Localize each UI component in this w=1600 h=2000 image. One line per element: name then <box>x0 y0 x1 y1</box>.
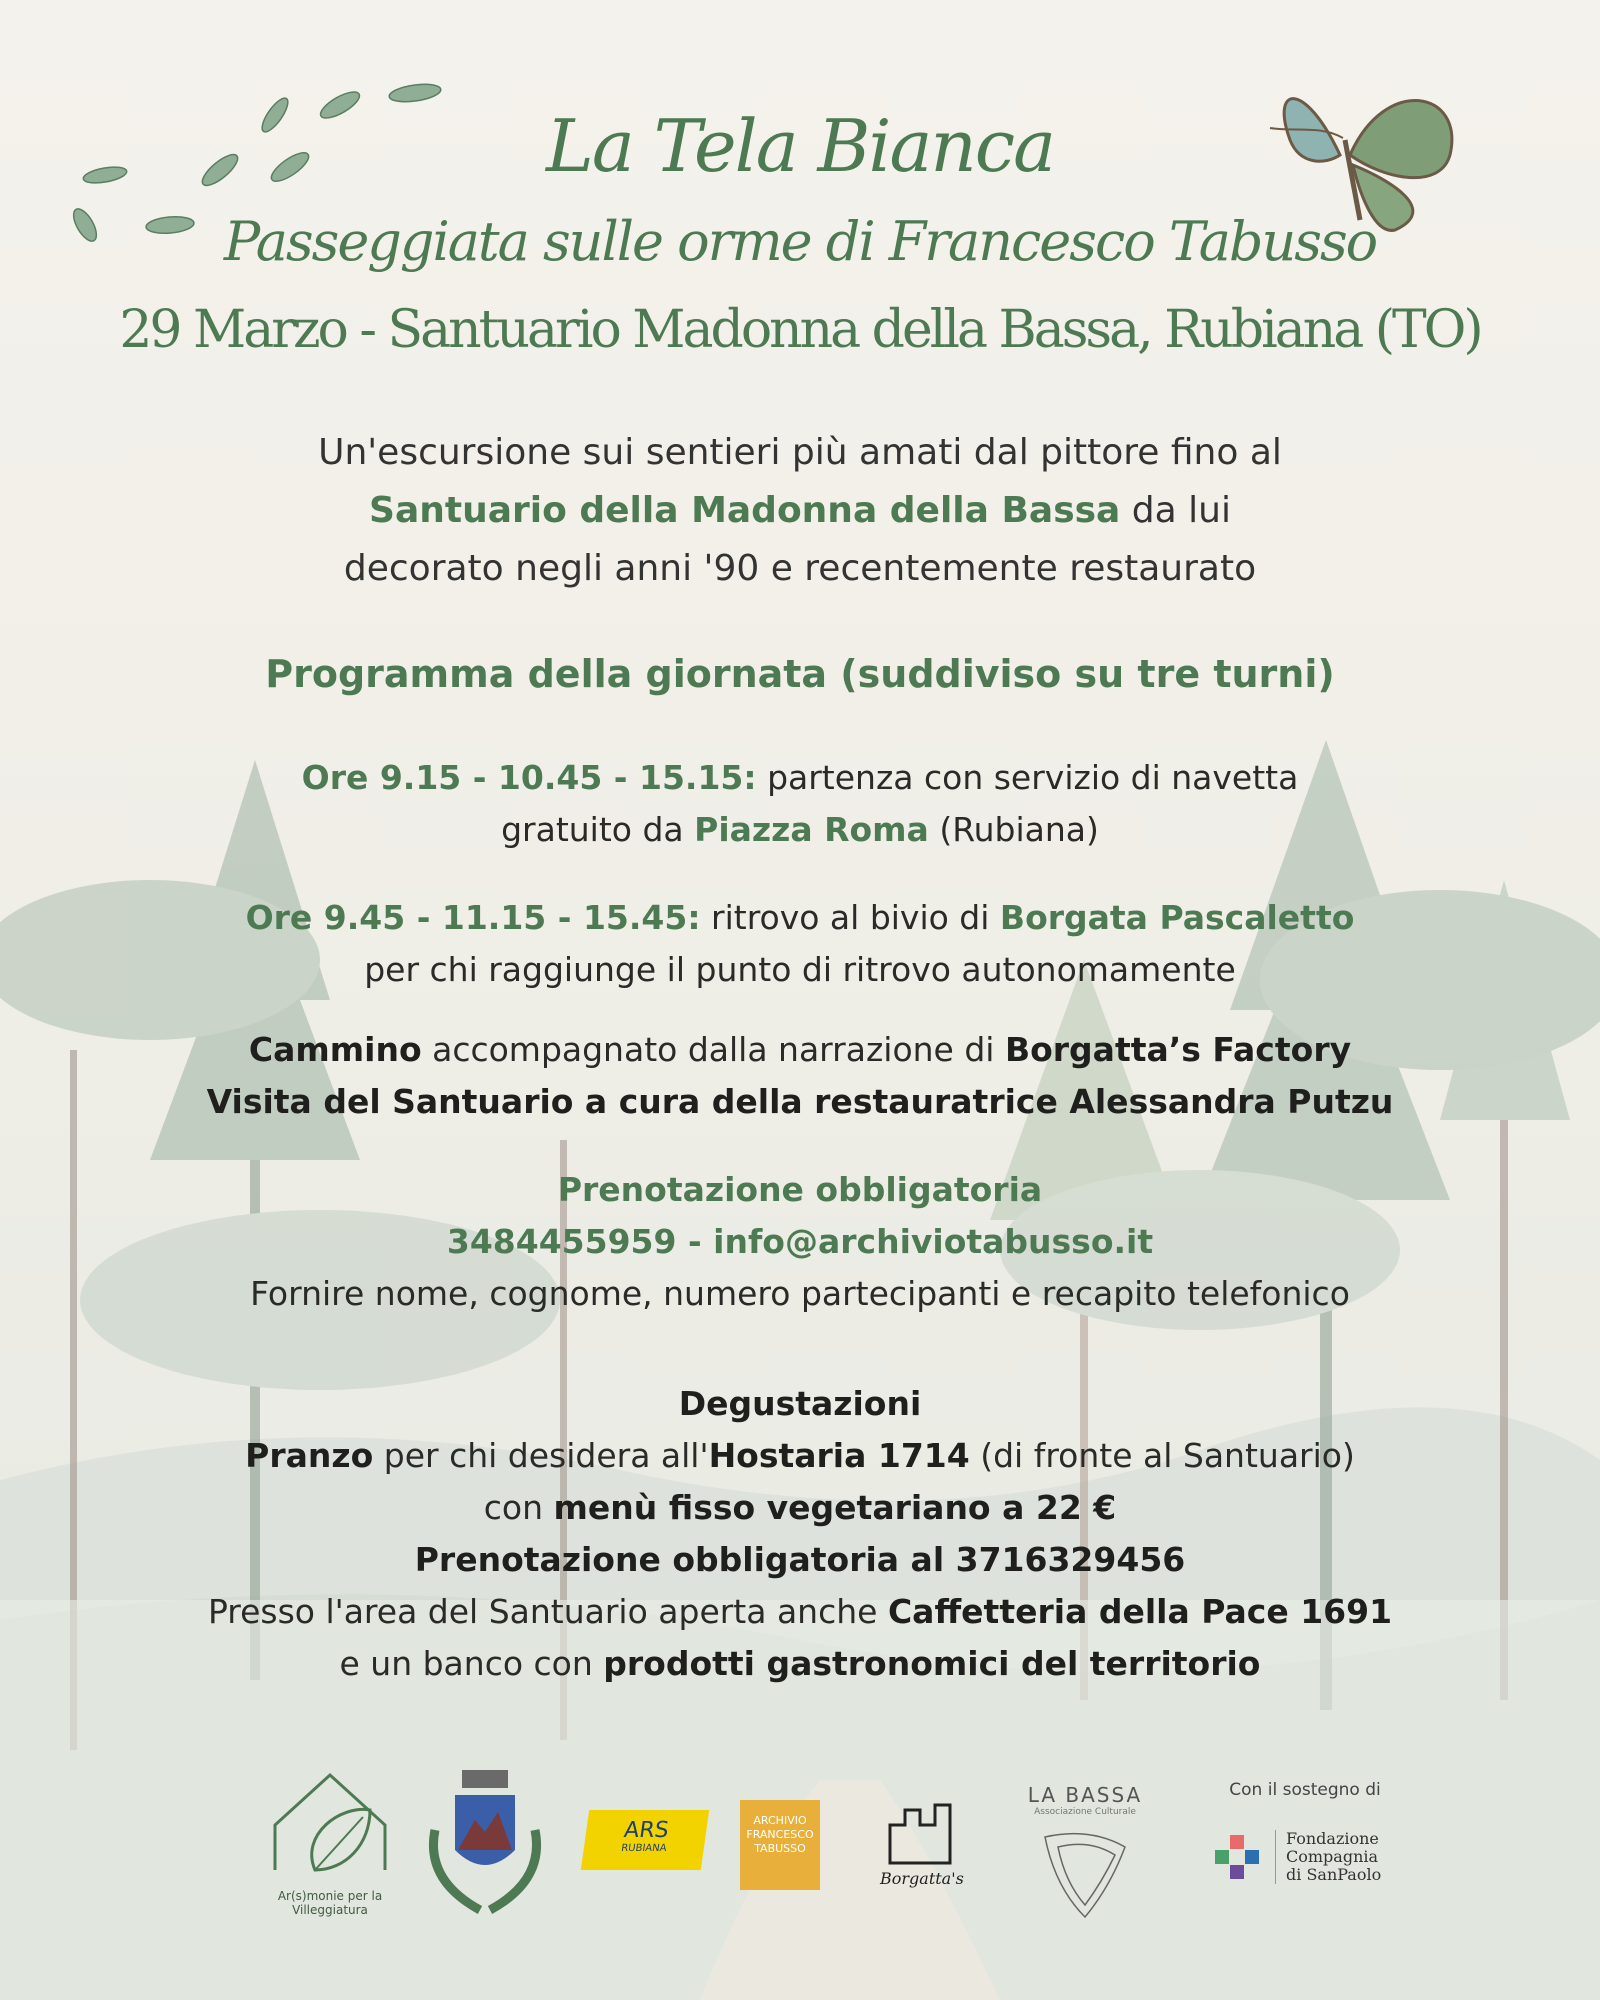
ars-title: ARS <box>622 1818 671 1843</box>
departure-place: Piazza Roma <box>694 810 929 849</box>
tasting-heading: Degustazioni <box>678 1384 922 1423</box>
cafe-pre: Presso l'area del Santuario aperta anche <box>207 1592 888 1631</box>
sanctuary-highlight: Santuario della Madonna della Bassa <box>369 490 1121 531</box>
archivio-line1: ARCHIVIO <box>753 1814 807 1827</box>
fondazione-line2: Compagnia <box>1286 1847 1379 1866</box>
meeting-line2: per chi raggiunge il punto di ritrovo autonomamente <box>364 950 1236 989</box>
page-subtitle: Passeggiata sulle orme di Francesco Tabusso <box>223 210 1377 273</box>
page-title: La Tela Bianca <box>546 104 1054 188</box>
fondazione-logo <box>1205 1780 1405 1884</box>
booking-contacts[interactable]: 3484455959 - info@archiviotabusso.it <box>446 1222 1154 1261</box>
intro-text <box>0 424 1600 598</box>
fondazione-line1: Fondazione <box>1286 1829 1379 1848</box>
tasting-booking: Prenotazione obbligatoria al 3716329456 <box>414 1540 1186 1579</box>
walk-bold: Cammino <box>248 1030 422 1069</box>
armonie-logo <box>245 1765 415 1917</box>
departure-info <box>0 752 1600 856</box>
factory-icon <box>880 1795 980 1865</box>
booking-instructions: Fornire nome, cognome, numero partecipanti e recapito telefonico <box>250 1274 1350 1313</box>
fondazione-text <box>1275 1830 1381 1884</box>
ars-subtitle: RUBIANA <box>620 1843 668 1854</box>
menu-bold: menù fisso vegetariano a 22 € <box>553 1488 1117 1527</box>
topographic-icon <box>1030 1817 1140 1927</box>
walk-info <box>0 1024 1600 1128</box>
departure-text: partenza con servizio di navetta <box>756 758 1299 797</box>
visit-info: Visita del Santuario a cura della restauratrice Alessandra Putzu <box>206 1082 1394 1121</box>
lunch-place: Hostaria 1714 <box>708 1436 970 1475</box>
booking-heading: Prenotazione obbligatoria <box>557 1170 1043 1209</box>
tasting-info <box>0 1378 1600 1690</box>
support-label: Con il sostegno di <box>1229 1780 1381 1800</box>
rubiana-coat-of-arms-icon <box>420 1770 550 1920</box>
booking-info <box>0 1164 1600 1320</box>
menu-pre: con <box>483 1488 554 1527</box>
intro-line2-rest: da lui <box>1120 490 1231 531</box>
la-bassa-title: LA BASSA <box>1027 1783 1143 1807</box>
borgattas-label: Borgatta's <box>880 1869 964 1888</box>
archivio-tabusso-logo <box>740 1800 820 1890</box>
ars-rubiana-logo <box>581 1810 709 1870</box>
armonie-caption: Ar(s)monie per la Villeggiatura <box>277 1889 383 1917</box>
la-bassa-subtitle: Associazione Culturale <box>1034 1807 1136 1817</box>
stand-pre: e un banco con <box>339 1644 604 1683</box>
meeting-text: ritrovo al bivio di <box>700 898 1000 937</box>
borgattas-factory-logo <box>880 1795 980 1888</box>
lunch-rest: (di fronte al Santuario) <box>969 1436 1355 1475</box>
meeting-info <box>0 892 1600 996</box>
intro-line3: decorato negli anni '90 e recentemente restaurato <box>343 548 1257 589</box>
house-leaf-icon <box>245 1765 415 1885</box>
la-bassa-logo <box>1020 1783 1150 1931</box>
walk-text: accompagnato dalla narrazione di <box>421 1030 1005 1069</box>
cafe-bold: Caffetteria della Pace 1691 <box>887 1592 1393 1631</box>
departure-line2a: gratuito da <box>501 810 695 849</box>
event-date-place: 29 Marzo - Santuario Madonna della Bassa, Rubiana (TO) <box>119 300 1481 360</box>
meeting-times: Ore 9.45 - 11.15 - 15.45: <box>245 898 701 937</box>
intro-line2 <box>0 482 1600 540</box>
program-heading: Programma della giornata (suddiviso su tre turni) <box>265 652 1335 696</box>
walk-factory: Borgatta’s Factory <box>1004 1030 1352 1069</box>
meeting-place: Borgata Pascaletto <box>999 898 1355 937</box>
archivio-line2: FRANCESCO <box>746 1828 814 1841</box>
sponsor-logos <box>0 1755 1600 1965</box>
lunch-bold: Pranzo <box>245 1436 374 1475</box>
departure-line2b: (Rubiana) <box>928 810 1099 849</box>
departure-times: Ore 9.15 - 10.45 - 15.15: <box>301 758 757 797</box>
intro-line1: Un'escursione sui sentieri più amati dal pittore fino al <box>318 432 1282 473</box>
fondazione-mosaic-icon <box>1215 1835 1261 1881</box>
archivio-line3: TABUSSO <box>754 1842 806 1855</box>
lunch-text: per chi desidera all' <box>373 1436 709 1475</box>
stand-bold: prodotti gastronomici del territorio <box>603 1644 1261 1683</box>
fondazione-line3: di SanPaolo <box>1286 1865 1382 1884</box>
